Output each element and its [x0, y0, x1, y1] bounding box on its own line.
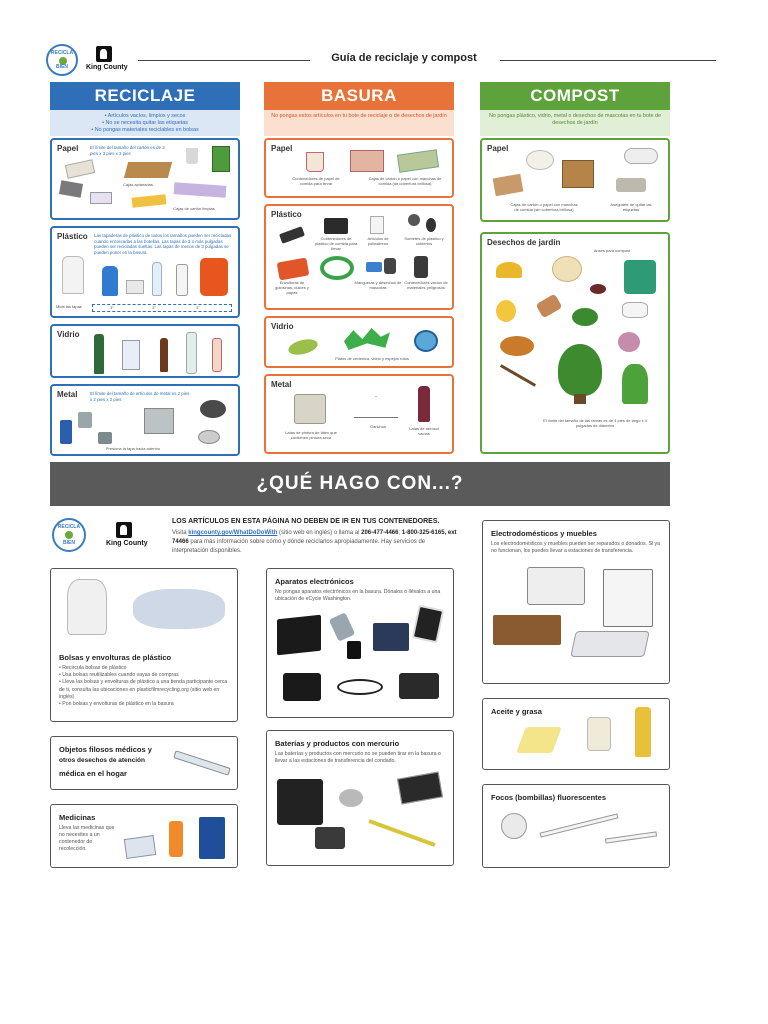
cartons-icon — [174, 182, 227, 198]
aerosol-can-icon — [418, 386, 430, 422]
bone-icon — [535, 294, 562, 319]
mirror-icon — [414, 330, 438, 352]
tub-icon — [126, 280, 144, 294]
compost-column — [480, 82, 670, 428]
frying-pan-icon — [200, 400, 226, 418]
electronics-card — [266, 568, 454, 718]
candy-wrapper-icon — [277, 258, 310, 281]
fluorescent-bulbs-card — [482, 784, 670, 868]
coffee-grounds-icon — [590, 284, 606, 294]
vegetables-icon — [572, 308, 598, 326]
king-county-logo — [86, 46, 126, 78]
recycle-metal-box — [50, 384, 240, 456]
laundry-jug-icon — [200, 258, 228, 296]
box-title: Plástico — [57, 232, 88, 241]
card-title: otros desechos de atención — [59, 757, 145, 764]
what-do-i-do-banner: ¿QUÉ HAGO CON...? — [50, 462, 670, 506]
county-name: King County — [106, 540, 148, 547]
card-title: Bolsas y envolturas de plástico — [59, 653, 172, 662]
ceramic-plate-icon — [287, 337, 319, 358]
branch-icon — [500, 364, 536, 387]
egg-carton-icon — [616, 178, 646, 192]
website-link[interactable]: kingcounty.gov/WhatDoDoWith — [188, 530, 278, 536]
list-item: • Recircula bolsas de plástico — [59, 665, 231, 672]
plastic-film-pile-icon — [133, 589, 225, 629]
intro-section — [172, 518, 462, 556]
garbage-heading: BASURA — [264, 82, 454, 110]
battery-pack-icon — [397, 772, 443, 805]
logo-text-bottom: BIEN — [63, 540, 75, 546]
card-text: Los electrodomésticos y muebles pueden ser reparados o donados. Si ya no funcionan, los puedes llevar a estaciones de transferencia. — [491, 541, 660, 554]
printer-icon — [399, 673, 439, 699]
header-divider-left — [138, 60, 310, 61]
caption: El límite del tamaño de las ramas es de 4 pies de largo x 4 pulgadas de diámetro — [543, 418, 647, 428]
ereader-icon — [283, 673, 321, 701]
intro-body: Visita kingcounty.gov/WhatDoDoWith (sitio web en inglés) o llama al 206-477-4466; 1-800-325-6165, ext 74466 para más información sobre cómo y dónde reciclarlos apropiadamente. Hay servicios de interpretación disponibles. — [172, 530, 457, 554]
cap-size: 3" — [196, 305, 200, 310]
box-title: Vidrio — [271, 322, 294, 331]
phone-number: 206-477-4466 — [361, 530, 399, 536]
fluorescent-tube-icon — [368, 819, 435, 847]
intro-text: para más información sobre cómo y dónde reciclarlos apropiadamente. Hay servicios de interpretación disponibles. — [172, 539, 426, 554]
cfl-bulb-icon — [501, 813, 527, 839]
cutlery-icon — [279, 226, 305, 244]
coffee-cup-icon — [306, 152, 324, 172]
plastic-bag-icon — [384, 258, 396, 274]
cup-icon — [186, 148, 198, 164]
garbage-subnote: No pongas estos artículos en tu bote de reciclaje o de desechos de jardín — [264, 110, 454, 136]
greasy-bag-icon — [493, 174, 524, 197]
page-title: Guía de reciclaje y compost — [331, 52, 477, 64]
garbage-metal-box — [264, 374, 454, 454]
card-title: Aparatos electrónicos — [275, 577, 354, 586]
box-title: Plástico — [271, 210, 302, 219]
compost-yard-box — [480, 232, 670, 454]
foam-cup-icon — [370, 216, 384, 234]
card-title: Medicinas — [59, 813, 96, 822]
garbage-column — [264, 82, 454, 440]
card-text: Las baterías y productos con mercurio no se pueden tirar en la basura o llevar a las estaciones de transferencia del condado. — [275, 751, 441, 764]
thermometer-icon — [339, 789, 363, 807]
tortilla-icon — [552, 256, 582, 282]
recycle-subnote: • Artículos vacíos, limpios y secos — [104, 113, 186, 119]
grease-jar-icon — [587, 717, 611, 751]
caption: Contenedores vacíos de materiales peligrosos — [404, 280, 448, 290]
aluminum-tray-icon — [144, 408, 174, 434]
phone-small-icon — [347, 641, 361, 659]
card-title: Baterías y productos con mercurio — [275, 739, 400, 748]
caption: Contenedores de plástico de comida para llevar — [314, 236, 358, 251]
box-title: Metal — [271, 380, 292, 389]
pill-pack-icon — [124, 835, 156, 859]
cardboard-box-icon — [124, 162, 172, 178]
garbage-plastic-box — [264, 204, 454, 310]
pet-waste-icon — [366, 262, 382, 272]
caption: Ganchos — [369, 424, 386, 429]
card-text: Lleva las medicinas que no necesites a un contenedor de recolección. — [59, 825, 115, 852]
plant-pot-icon — [574, 394, 586, 404]
box-note: Las tapaderas de plástico de todos los tamaños pueden ser recicladas cuando enroscadas a las botellas. Las tapas de 3 o más pulgadas pueden ser recicladas sueltas. Las tapas de menos de 3 pulgadas se pueden poner en la basura. — [94, 233, 232, 255]
medicine-box-icon — [199, 817, 225, 859]
magazine-icon — [59, 180, 83, 198]
broken-glass-icon — [344, 328, 390, 350]
recicla-bien-logo — [46, 44, 78, 76]
food-tray-icon — [397, 149, 439, 172]
paper-towel-icon — [624, 148, 658, 164]
cell-phone-icon — [329, 612, 355, 641]
recycle-paper-box — [50, 138, 240, 220]
list-item: • Lleva las bolsas y envolturas de plástico a una tienda participante cerca de ti, consulta las ubicaciones en plasticfilmrecycling.org (sitio web en inglés) — [59, 679, 231, 701]
cap-size: 3" — [110, 305, 114, 310]
garbage-glass-box — [264, 316, 454, 368]
caption: Mangueras y desechos de mascotas — [354, 280, 402, 290]
medicine-card — [50, 804, 238, 868]
flowers-icon — [618, 332, 640, 352]
plastic-bag-icon — [67, 579, 107, 635]
compost-heading: COMPOST — [480, 82, 670, 110]
list-item: • Usa bolsas reutilizables cuando vayas de compras — [59, 672, 231, 679]
oil-grease-card — [482, 698, 670, 770]
intro-text: Visita — [172, 530, 189, 536]
recycle-subnote: • No se necesita quitar las etiquetas — [102, 120, 188, 126]
caption: Artículos de poliestireno — [367, 236, 389, 246]
strainer-icon — [198, 430, 220, 444]
recycle-column — [50, 82, 240, 451]
card-title: Electrodomésticos y muebles — [491, 529, 597, 538]
leaves-icon — [500, 336, 534, 356]
king-county-mark-icon — [116, 522, 132, 538]
caption: Latas de aerosol vacías — [409, 426, 439, 436]
box-title: Papel — [271, 144, 293, 153]
tv-icon — [277, 615, 321, 656]
appliances-card — [482, 520, 670, 684]
county-name: King County — [86, 64, 128, 71]
hazard-container-icon — [414, 256, 428, 278]
clear-bottle-icon — [186, 332, 197, 374]
frozen-food-box-icon — [350, 150, 384, 172]
microwave-icon — [527, 567, 585, 605]
recycle-glass-box — [50, 324, 240, 378]
recicla-bien-logo — [52, 518, 86, 552]
pill-bottle-icon — [169, 821, 183, 857]
caption: Contenedores de papel de comida para llevar — [292, 176, 340, 186]
box-title: Vidrio — [57, 330, 80, 339]
carton-icon — [132, 194, 167, 207]
short-tube-icon — [605, 831, 657, 843]
list-item: • Pon bolsas y envolturas de plástico en la basura — [59, 701, 231, 708]
logo-text-bottom: BIEN — [56, 64, 68, 70]
banana-peel-icon — [496, 262, 522, 278]
caption: Cajas de cartón limpias — [173, 206, 215, 211]
caption: Cajas aplanadas — [123, 182, 153, 187]
cap-size: 3" — [152, 305, 156, 310]
box-note: El límite del tamaño de artículos de metal es 2 pies x 2 pies x 2 pies — [90, 391, 190, 402]
paper-plate-icon — [526, 150, 554, 170]
caption: Anses para compost — [593, 248, 631, 253]
king-county-mark-icon — [96, 46, 112, 62]
recycle-icon — [65, 531, 73, 539]
plastic-bags-card — [50, 568, 238, 722]
card-title: Objetos filosos médicos y — [59, 745, 152, 754]
sauce-bottle-icon — [212, 338, 222, 372]
detergent-bottle-icon — [102, 266, 118, 296]
syringe-icon — [173, 750, 231, 776]
tablet-icon — [412, 605, 445, 644]
water-bottle-icon — [152, 262, 162, 296]
lower-logos — [52, 518, 162, 558]
bags-list — [59, 665, 231, 708]
recycle-plastic-box — [50, 226, 240, 318]
box-title: Desechos de jardín — [487, 238, 561, 247]
card-text: No pongas aparatos electrónicos en la basura. Dónalos o llévalos a una ubicación de eCycle Washington. — [275, 589, 441, 602]
compost-subnote: No pongas plástico, vidrio, metal o desechos de mascotas en tu bote de desechos de jardín — [480, 110, 670, 136]
table-icon — [493, 615, 561, 645]
header-divider-right — [500, 60, 716, 61]
compost-pail-icon — [624, 260, 656, 294]
oil-bottle-icon — [635, 707, 651, 757]
paint-can-icon — [294, 394, 326, 424]
coffee-filter-icon — [622, 302, 648, 318]
cables-icon — [337, 679, 383, 695]
box-title: Papel — [487, 144, 509, 153]
pizza-box-icon — [562, 160, 594, 188]
takeout-container-icon — [324, 218, 348, 234]
intro-text: (sitio web en inglés) o llama al — [277, 530, 362, 536]
intro-heading: LOS ARTÍCULOS EN ESTA PÁGINA NO DEBEN DE IR EN TUS CONTENEDORES. — [172, 518, 440, 525]
king-county-logo — [106, 522, 146, 554]
caption: Mide las tapas — [56, 304, 82, 309]
card-title: Aceite y grasa — [491, 707, 542, 716]
food-can-icon — [98, 432, 112, 444]
caption: Envolturas de golosinas, dulces y papas — [275, 280, 309, 295]
grease-icon — [516, 727, 561, 753]
recycle-subnotes — [50, 110, 240, 136]
caption: Cajas de cartón o papel con manchas de comida (de cobertura brillosa) — [368, 176, 442, 186]
cereal-box-icon — [212, 146, 230, 172]
guide-header — [46, 44, 672, 80]
car-battery-icon — [277, 779, 323, 825]
stove-icon — [603, 569, 653, 627]
jar-icon — [122, 340, 140, 370]
box-title: Metal — [57, 390, 78, 399]
laptop-icon — [373, 623, 409, 651]
compost-paper-box — [480, 138, 670, 222]
medical-sharps-card — [50, 736, 238, 790]
caption: Platos de cerámica, vidrio y espejos rotos — [335, 356, 409, 361]
garbage-paper-box — [264, 138, 454, 198]
hanger-shape-icon — [354, 396, 398, 418]
phone-number: 1-800-325-6165, ext 74466 — [172, 530, 457, 545]
batteries-icon — [315, 827, 345, 849]
box-title: Papel — [57, 144, 79, 153]
egg-icon — [496, 300, 516, 322]
batteries-card — [266, 730, 454, 866]
garden-hose-icon — [320, 256, 354, 280]
mail-icon — [90, 192, 112, 204]
soda-can-icon — [60, 420, 72, 444]
logo-text-top: RECICLA — [57, 524, 81, 530]
tin-can-icon — [78, 412, 92, 428]
newspaper-icon — [65, 159, 95, 179]
caption: Latas de pintura de látex que contienen pintura seca — [285, 430, 337, 440]
caption: Cajas de cartón o papel con manchas de comida (sin cobertura brillosa) — [510, 202, 578, 212]
recycle-subnote: • No pongas materiales reciclables en bolsas — [91, 127, 199, 133]
caption: Presiona la tapa hacia adentro — [105, 446, 161, 451]
card-title: Focos (bombillas) fluorescentes — [491, 793, 607, 802]
recycle-heading: RECICLAJE — [50, 82, 240, 110]
caption: Aseguarte de quitar las etiquetas — [610, 202, 652, 212]
grass-icon — [622, 364, 648, 404]
mattress-icon — [570, 631, 650, 657]
logo-text-top: RECICLA — [50, 50, 74, 56]
beer-bottle-icon — [160, 338, 168, 372]
spray-bottle-icon — [176, 264, 188, 296]
straw-icon — [408, 214, 420, 226]
fluorescent-tube-icon — [540, 813, 619, 837]
box-note: El límite del tamaño del cartón es de 3 pies x 3 pies x 3 pies — [90, 145, 165, 156]
milk-jug-icon — [62, 256, 84, 294]
wine-bottle-icon — [94, 334, 104, 374]
card-title: médica en el hogar — [59, 769, 127, 778]
caption: Sorbetes de plástico y cubiertos — [404, 236, 444, 246]
plastic-cup-icon — [426, 218, 436, 232]
plant-icon — [558, 344, 602, 396]
